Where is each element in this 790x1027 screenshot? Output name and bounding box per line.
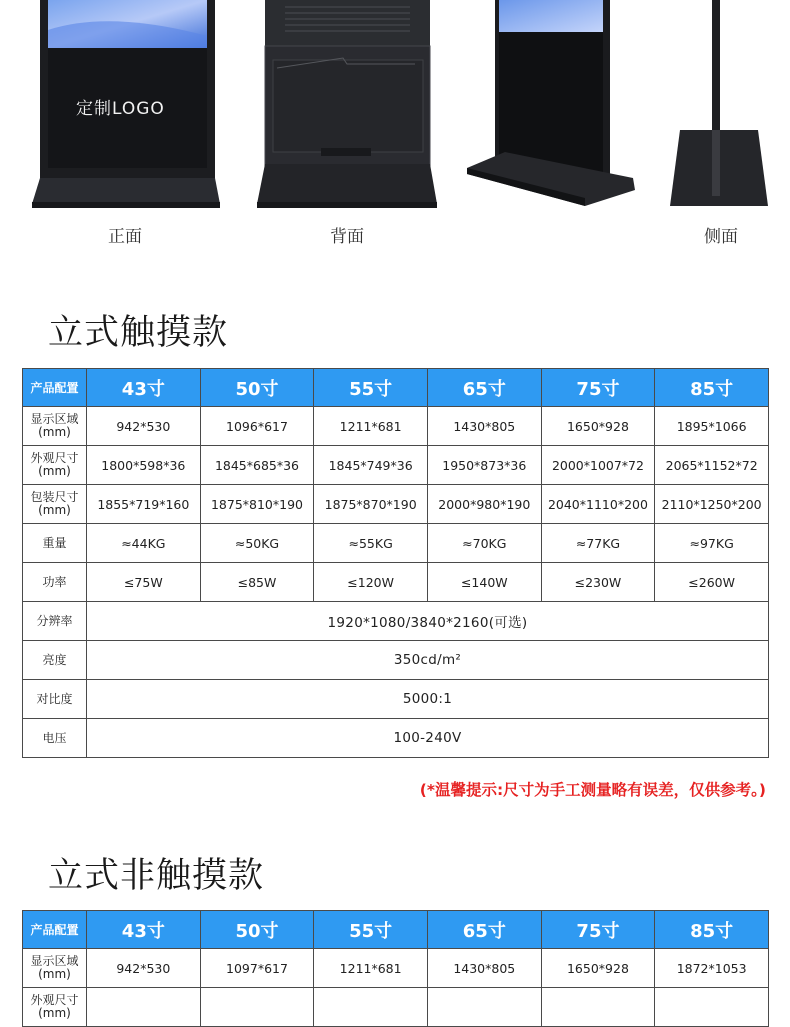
table-cell: ≈70KG — [427, 524, 541, 563]
header-cell-size: 85寸 — [655, 369, 769, 407]
table-cell: 942*530 — [87, 407, 201, 446]
table-cell: 1211*681 — [314, 949, 428, 988]
table-cell: 1430*805 — [427, 949, 541, 988]
merged-cell: 5000:1 — [87, 680, 769, 719]
header-cell-size: 75寸 — [541, 369, 655, 407]
table-cell: ≈97KG — [655, 524, 769, 563]
header-cell-size: 55寸 — [314, 369, 428, 407]
table-cell: ≤120W — [314, 563, 428, 602]
row-label: 显示区域 (mm) — [23, 407, 87, 446]
table-cell — [541, 988, 655, 1027]
touch-spec-table — [22, 368, 769, 758]
table-cell: 1872*1053 — [655, 949, 769, 988]
table-cell: 1950*873*36 — [427, 446, 541, 485]
header-cell-size: 50寸 — [200, 911, 314, 949]
row-label: 亮度 — [23, 641, 87, 680]
table-cell: 1800*598*36 — [87, 446, 201, 485]
front-label: 正面 — [108, 227, 142, 247]
table-row-display-area — [23, 407, 769, 446]
header-cell-size: 50寸 — [200, 369, 314, 407]
table-cell: 1650*928 — [541, 407, 655, 446]
table-header-row — [23, 369, 769, 407]
table-cell: 1875*870*190 — [314, 485, 428, 524]
table-cell: ≤140W — [427, 563, 541, 602]
table-row-brightness — [23, 641, 769, 680]
table-cell: ≈44KG — [87, 524, 201, 563]
header-cell-size: 65寸 — [427, 911, 541, 949]
table-cell: ≈77KG — [541, 524, 655, 563]
table-cell: ≤85W — [200, 563, 314, 602]
table-row-voltage — [23, 719, 769, 758]
non-touch-spec-table — [22, 910, 769, 1027]
row-label: 重量 — [23, 524, 87, 563]
row-label: 外观尺寸 (mm) — [23, 446, 87, 485]
table-cell — [87, 988, 201, 1027]
touch-section-title: 立式触摸款 — [48, 313, 229, 353]
back-label: 背面 — [330, 227, 364, 247]
merged-cell: 350cd/m² — [87, 641, 769, 680]
row-label: 分辨率 — [23, 602, 87, 641]
non-touch-section-title: 立式非触摸款 — [48, 856, 265, 896]
table-cell: 2000*1007*72 — [541, 446, 655, 485]
table-cell: ≈55KG — [314, 524, 428, 563]
table-row-resolution — [23, 602, 769, 641]
table-cell: 1875*810*190 — [200, 485, 314, 524]
product-views — [0, 0, 790, 260]
logo-overlay-text: 定制LOGO — [76, 99, 165, 119]
table-cell: 1855*719*160 — [87, 485, 201, 524]
table-cell: 1096*617 — [200, 407, 314, 446]
table-row-outer-size — [23, 988, 769, 1027]
header-cell-config: 产品配置 — [23, 911, 87, 949]
table-cell: 2040*1110*200 — [541, 485, 655, 524]
table-row-contrast — [23, 680, 769, 719]
merged-cell: 100-240V — [87, 719, 769, 758]
table-cell: 2000*980*190 — [427, 485, 541, 524]
table-row-display-area — [23, 949, 769, 988]
header-cell-size: 43寸 — [87, 369, 201, 407]
row-label: 外观尺寸 (mm) — [23, 988, 87, 1027]
table-cell: 1845*685*36 — [200, 446, 314, 485]
table-row-weight — [23, 524, 769, 563]
measurement-note: (*温馨提示:尺寸为手工测量略有误差，仅供参考。) — [419, 781, 766, 799]
table-cell: ≈50KG — [200, 524, 314, 563]
table-row-outer-size — [23, 446, 769, 485]
table-header-row — [23, 911, 769, 949]
header-cell-size: 85寸 — [655, 911, 769, 949]
header-cell-size: 55寸 — [314, 911, 428, 949]
merged-cell: 1920*1080/3840*2160(可选) — [87, 602, 769, 641]
table-cell: ≤75W — [87, 563, 201, 602]
table-row-package-size — [23, 485, 769, 524]
header-cell-config: 产品配置 — [23, 369, 87, 407]
table-cell — [655, 988, 769, 1027]
table-row-power — [23, 563, 769, 602]
angled-view-image — [465, 0, 640, 212]
table-cell: ≤230W — [541, 563, 655, 602]
header-cell-size: 43寸 — [87, 911, 201, 949]
table-cell: ≤260W — [655, 563, 769, 602]
side-label: 侧面 — [704, 227, 738, 247]
row-label: 显示区域 (mm) — [23, 949, 87, 988]
table-cell: 1430*805 — [427, 407, 541, 446]
table-cell: 1845*749*36 — [314, 446, 428, 485]
back-view-image — [255, 0, 440, 212]
header-cell-size: 75寸 — [541, 911, 655, 949]
table-cell — [200, 988, 314, 1027]
table-cell — [314, 988, 428, 1027]
table-cell: 1211*681 — [314, 407, 428, 446]
table-cell: 2065*1152*72 — [655, 446, 769, 485]
table-cell: 2110*1250*200 — [655, 485, 769, 524]
row-label: 包装尺寸 (mm) — [23, 485, 87, 524]
table-cell: 1650*928 — [541, 949, 655, 988]
row-label: 功率 — [23, 563, 87, 602]
row-label: 对比度 — [23, 680, 87, 719]
table-cell: 1097*617 — [200, 949, 314, 988]
header-cell-size: 65寸 — [427, 369, 541, 407]
side-view-image — [668, 0, 773, 212]
table-cell — [427, 988, 541, 1027]
table-cell: 1895*1066 — [655, 407, 769, 446]
row-label: 电压 — [23, 719, 87, 758]
table-cell: 942*530 — [87, 949, 201, 988]
